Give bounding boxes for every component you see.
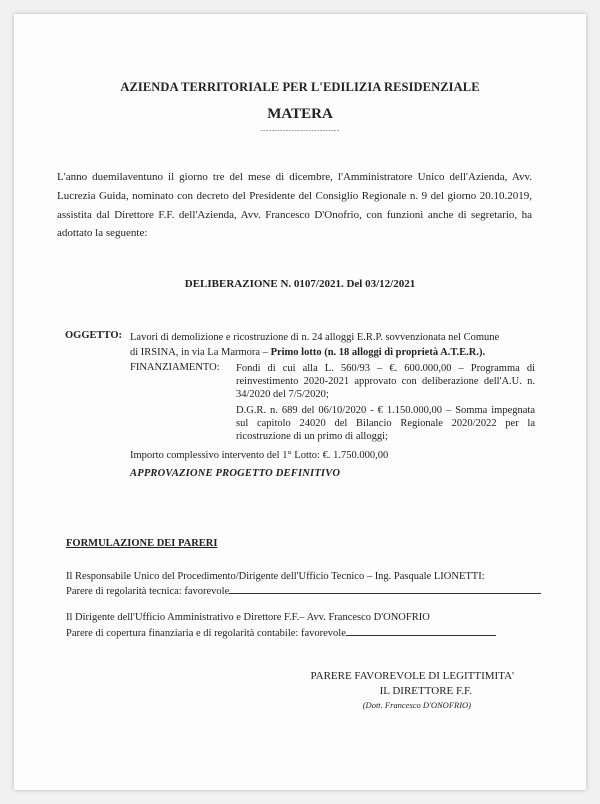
subject-line-2-bold: Primo lotto (n. 18 alloggi di proprietà A.T.E.R.). bbox=[270, 347, 486, 358]
technical-officer-line: Il Responsabile Unico del Procedimento/Dirigente dell'Ufficio Tecnico – Ing. Pasquale LIONETTI: bbox=[66, 571, 485, 582]
legitimacy-opinion: PARERE FAVOREVOLE DI LEGITTIMITA' bbox=[310, 670, 514, 682]
city-heading: MATERA bbox=[267, 106, 333, 122]
technical-opinion-line bbox=[66, 586, 541, 597]
subject-line-2 bbox=[130, 345, 499, 360]
financial-signature-blank bbox=[346, 634, 496, 636]
opinions-title: FORMULAZIONE DEI PARERI bbox=[66, 538, 218, 549]
deliberation-number: DELIBERAZIONE N. 0107/2021. Del 03/12/2021 bbox=[184, 278, 416, 290]
financial-opinion-text: Parere di copertura finanziaria e di regolarità contabile: favorevole bbox=[66, 628, 346, 639]
org-heading: AZIENDA TERRITORIALE PER L'EDILIZIA RESIDENZIALE bbox=[120, 80, 480, 94]
approval-title: APPROVAZIONE PROGETTO DEFINITIVO bbox=[130, 468, 341, 479]
funding-item-1: Fondi di cui alla L. 560/93 – €. 600.000,00 – Programma di reinvestimento 2020-2021 approvato con deliberazione dell'A.U. n. 34/2020 del 7/5/2020; bbox=[236, 363, 535, 400]
document-page bbox=[14, 14, 586, 790]
subject-line-1: Lavori di demolizione e ricostruzione di n. 24 alloggi E.R.P. sovvenzionata nel Comune bbox=[130, 332, 500, 343]
subject-text bbox=[130, 330, 499, 360]
funding-item-2: D.G.R. n. 689 del 06/10/2020 - € 1.150.000,00 – Somma impegnata sul capitolo 24020 del Bilancio Regionale 2020/2022 per la ricostruzione di un primo di alloggi; bbox=[236, 405, 535, 442]
subject-line-2-start: di IRSINA, in via La Marmora – bbox=[130, 347, 271, 358]
intro-paragraph: L'anno duemilaventuno il giorno tre del mese di dicembre, l'Amministratore Unico dell'Azienda, Avv. Lucrezia Guida, nominato con decreto del Presidente del Consiglio Regionale n. 9 del giorno 20.10.2019, assistita dal Direttore F.F. dell'Azienda, Avv. Francesco D'Onofrio, con funzioni anche di segretario, ha adottato la seguente: bbox=[57, 171, 532, 240]
admin-officer-line: Il Dirigente dell'Ufficio Amministrativo e Direttore F.F.– Avv. Francesco D'ONOFRIO bbox=[66, 612, 430, 623]
technical-opinion-text: Parere di regolarità tecnica: favorevole bbox=[66, 586, 230, 597]
director-name: (Dott. Francesco D'ONOFRIO) bbox=[362, 700, 471, 710]
technical-signature-blank bbox=[229, 592, 541, 594]
heading-separator: ---------------------------- bbox=[260, 126, 340, 134]
director-title: IL DIRETTORE F.F. bbox=[379, 685, 472, 697]
funding-label: FINANZIAMENTO: bbox=[130, 362, 220, 373]
financial-opinion-line bbox=[66, 628, 496, 639]
subject-label: OGGETTO: bbox=[65, 330, 122, 341]
total-amount: Importo complessivo intervento del 1° Lotto: €. 1.750.000,00 bbox=[130, 450, 389, 461]
